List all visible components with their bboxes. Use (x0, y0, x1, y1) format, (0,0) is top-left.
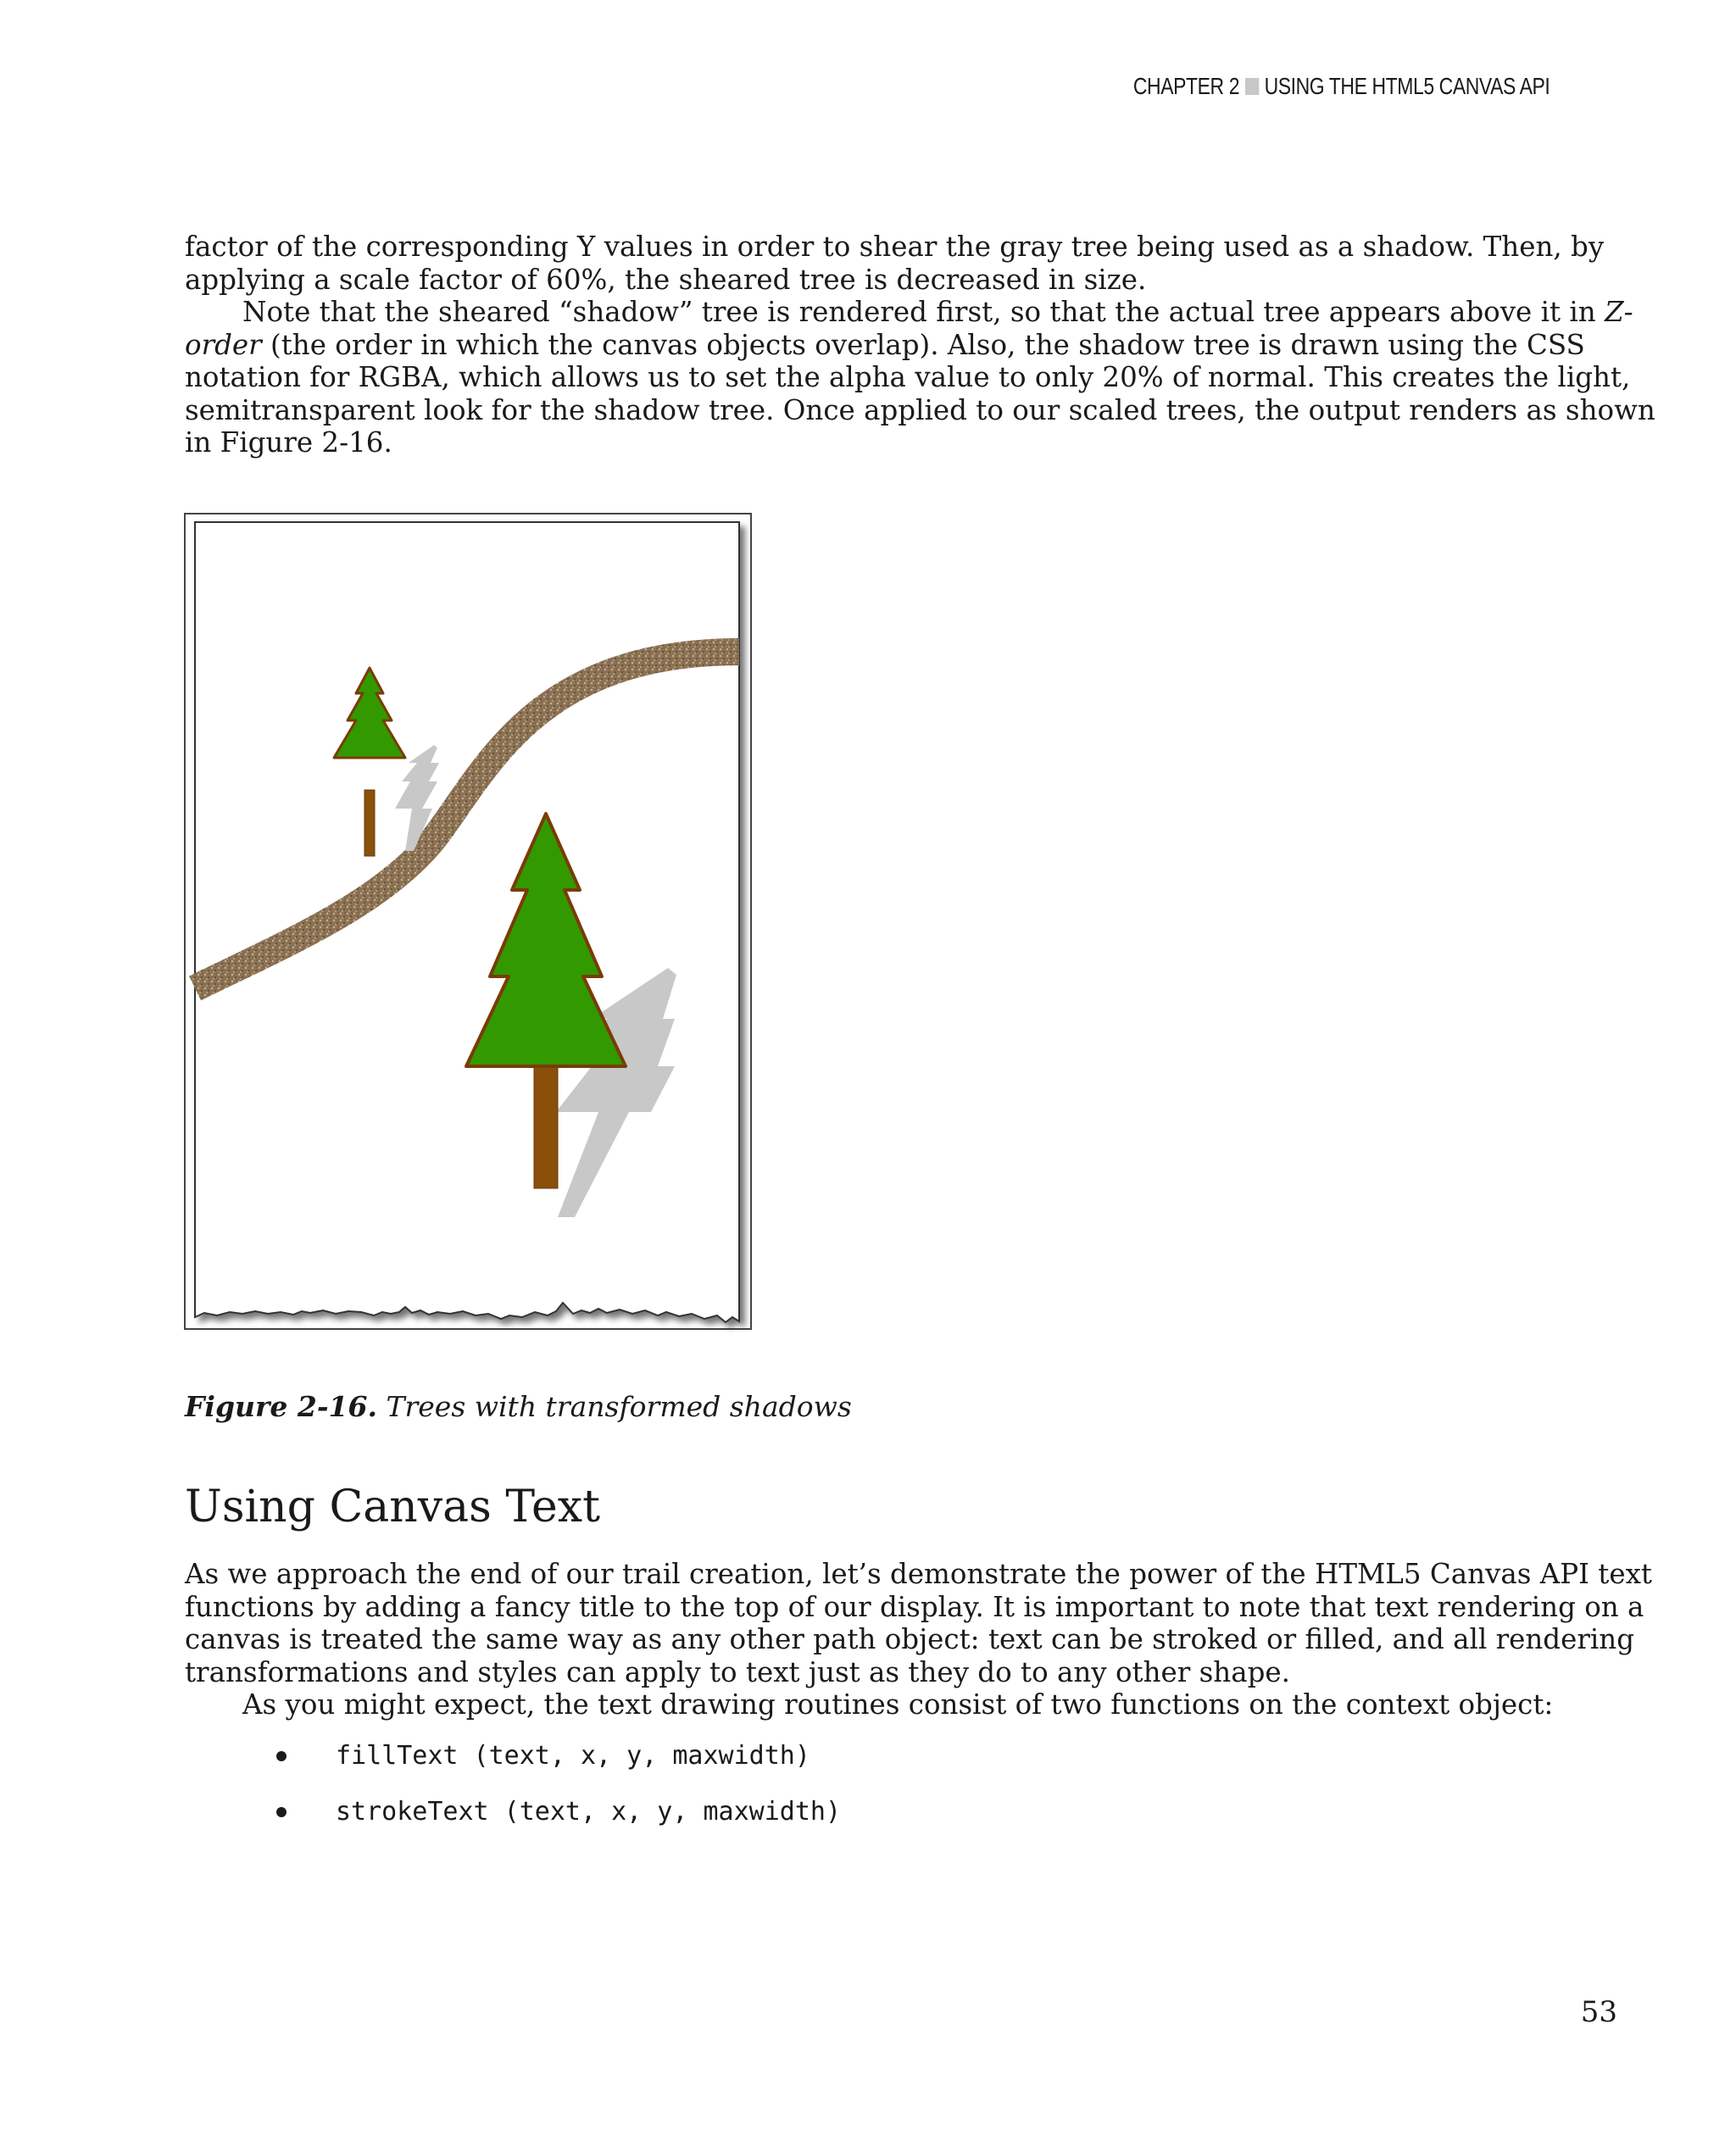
text-run: (the order in which the canvas objects overlap). Also, the shadow tree is drawn using the CSS (261, 328, 1585, 361)
third-paragraph (185, 1558, 1652, 1688)
code-text: fillText (text, x, y, maxwidth) (336, 1741, 810, 1771)
text-run: Note that the sheared “shadow” tree is rendered first, so that the actual tree appears above it in (242, 296, 1605, 328)
chapter-label: CHAPTER 2 (1132, 73, 1239, 99)
text-line: notation for RGBA, which allows us to set the alpha value to only 20% of normal. This creates the light, (185, 361, 1631, 393)
section-heading: Using Canvas Text (185, 1482, 600, 1532)
figure-label: Figure 2-16. (185, 1390, 377, 1423)
code-text: strokeText (text, x, y, maxwidth) (336, 1797, 842, 1827)
list-item (270, 1739, 841, 1795)
bullet-icon (276, 1751, 287, 1761)
text-line: As you might expect, the text drawing routines consist of two functions on the context object: (242, 1688, 1554, 1721)
small-tree-trunk (364, 790, 375, 856)
list-item (270, 1795, 841, 1851)
intro-paragraph (185, 231, 1605, 296)
figure-caption-text: Trees with transformed shadows (386, 1390, 852, 1423)
running-header (1132, 73, 1550, 100)
text-line (185, 328, 1585, 362)
text-line (185, 296, 1633, 329)
figure-canvas-screenshot (183, 512, 763, 1343)
emphasis: order (185, 328, 262, 361)
text-line: As we approach the end of our trail creation, let’s demonstrate the power of the HTML5 Canvas API text (185, 1558, 1652, 1590)
text-line: factor of the corresponding Y values in order to shear the gray tree being used as a shadow. Then, by (185, 231, 1605, 263)
page-number: 53 (1580, 1995, 1617, 2029)
header-separator (1244, 78, 1258, 95)
bullet-icon (276, 1807, 287, 1817)
function-list (270, 1739, 841, 1851)
second-paragraph (185, 296, 1655, 459)
big-tree-trunk (534, 1065, 558, 1188)
fourth-paragraph (185, 1688, 1554, 1721)
text-line: applying a scale factor of 60%, the sheared tree is decreased in size. (185, 263, 1147, 296)
text-line: semitransparent look for the shadow tree. Once applied to our scaled trees, the output renders as shown (185, 393, 1655, 426)
frame-inner (195, 522, 739, 1322)
trees-illustration (183, 512, 763, 1343)
text-line: canvas is treated the same way as any other path object: text can be stroked or filled, and all rendering (185, 1623, 1635, 1655)
figure-caption (185, 1390, 852, 1423)
text-line: in Figure 2-16. (185, 426, 392, 459)
emphasis: Z- (1605, 296, 1633, 328)
chapter-title: USING THE HTML5 CANVAS API (1264, 73, 1550, 99)
text-line: transformations and styles can apply to text just as they do to any other shape. (185, 1655, 1290, 1688)
text-line: functions by adding a fancy title to the top of our display. It is important to note that text rendering on a (185, 1590, 1644, 1623)
